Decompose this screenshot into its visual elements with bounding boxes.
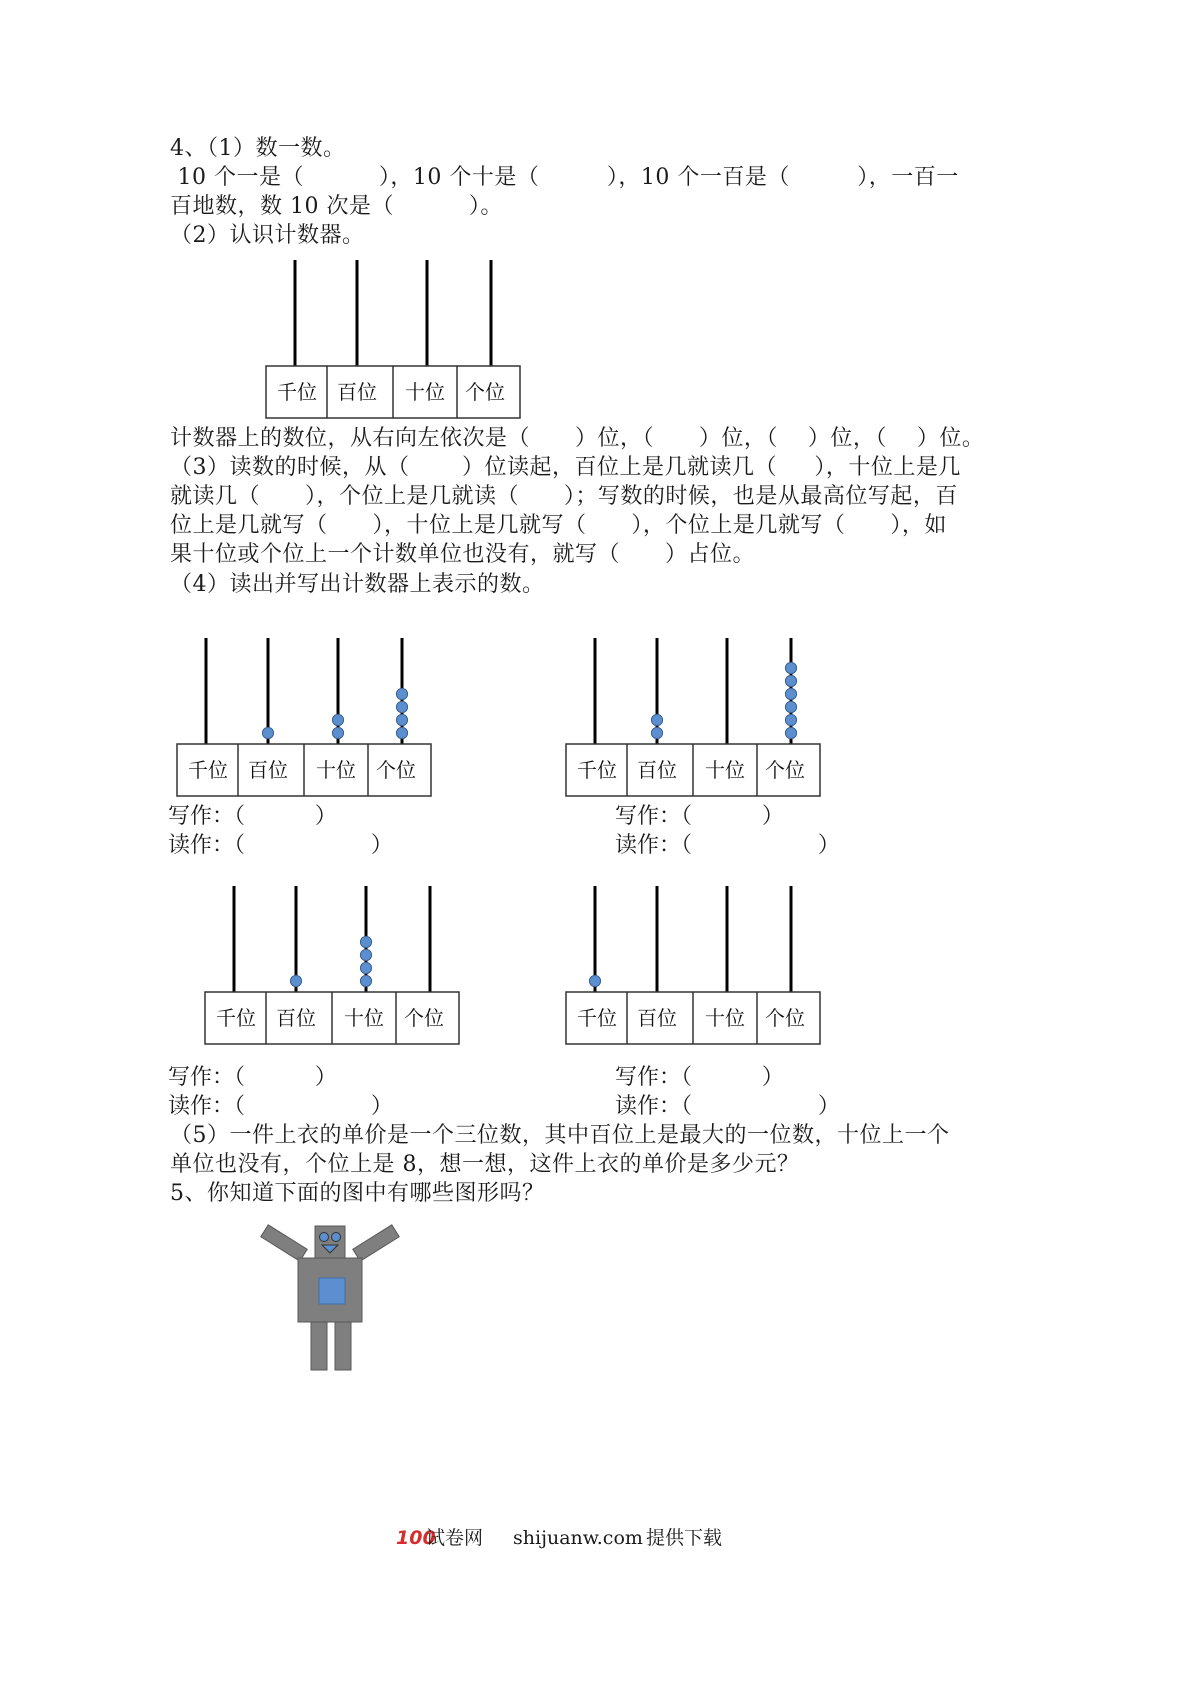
abacus-2-label-shi: 十位	[705, 758, 745, 782]
robot-right-eye	[332, 1233, 341, 1242]
abacus-3-write-label: 写作：（ ）	[168, 1065, 337, 1090]
q4-title: 4、（1）数一数。	[170, 136, 346, 161]
q4-part3-line2: 就读几（ ），个位上是几就读（ ）；写数的时候，也是从最高位写起，百	[170, 484, 958, 509]
abacus-4-bead-qian	[589, 975, 600, 986]
abacus-2-svg	[565, 636, 821, 798]
robot-left-leg	[311, 1322, 327, 1370]
abacus-4-svg	[565, 884, 821, 1046]
page-footer	[0, 1520, 1191, 1556]
site-logo-number: 100	[396, 1527, 436, 1549]
abacus-1-bead-ge	[396, 714, 407, 725]
abacus-4-label-shi: 十位	[705, 1006, 745, 1030]
abacus-1-bead-ge	[396, 701, 407, 712]
abacus-2-bead-ge	[785, 701, 796, 712]
abacus-2-label-qian: 千位	[577, 758, 617, 782]
abacus-2	[565, 636, 821, 798]
abacus-2-write-label: 写作：（ ）	[615, 804, 784, 829]
abacus-4-label-qian: 千位	[577, 1006, 617, 1030]
abacus-3	[204, 884, 460, 1046]
abacus-3-label-qian: 千位	[216, 1006, 256, 1030]
abacus-1-bead-ge	[396, 727, 407, 738]
q4-part1-line2: 百地数，数 10 次是（ ）。	[170, 194, 503, 219]
abacus-1-label-ge: 个位	[376, 758, 416, 782]
abacus-1-bead-ge	[396, 688, 407, 699]
abacus-3-label-ge: 个位	[404, 1006, 444, 1030]
abacus-2-bead-bai	[651, 714, 662, 725]
abacus-intro-svg	[265, 258, 521, 420]
q4-part3-line1: （3）读数的时候，从（ ）位读起，百位上是几就读几（ ），十位上是几	[170, 455, 961, 480]
abacus-3-bead-shi	[360, 975, 371, 986]
site-url: shijuanw.com	[513, 1527, 643, 1549]
abacus-3-svg	[204, 884, 460, 1046]
q4-part3-line4: 果十位或个位上一个计数单位也没有，就写（ ）占位。	[170, 542, 755, 567]
abacus-3-bead-shi	[360, 949, 371, 960]
abacus-intro-label-shi: 十位	[405, 380, 445, 404]
q4-part5-line1: （5）一件上衣的单价是一个三位数，其中百位上是最大的一位数，十位上一个	[170, 1123, 950, 1148]
abacus-2-label-ge: 个位	[765, 758, 805, 782]
abacus-4	[565, 884, 821, 1046]
robot-left-arm	[261, 1225, 307, 1261]
abacus-1	[176, 636, 432, 798]
abacus-2-bead-bai	[651, 727, 662, 738]
abacus-2-bead-ge	[785, 727, 796, 738]
q4-part3-line3: 位上是几就写（ ），十位上是几就写（ ），个位上是几就写（ ），如	[170, 513, 947, 538]
robot-right-arm	[353, 1225, 399, 1261]
abacus-intro-label-qian: 千位	[277, 380, 317, 404]
abacus-4-read-label: 读作：（ ）	[615, 1094, 840, 1119]
abacus-4-label-ge: 个位	[765, 1006, 805, 1030]
abacus-1-label-qian: 千位	[188, 758, 228, 782]
download-note: 提供下载	[646, 1527, 723, 1549]
abacus-intro-label-ge: 个位	[465, 380, 505, 404]
q4-part2-title: （2）认识计数器。	[170, 223, 365, 248]
robot-figure	[255, 1222, 405, 1382]
abacus-4-label-bai: 百位	[637, 1006, 677, 1030]
abacus-2-bead-ge	[785, 675, 796, 686]
abacus-2-bead-ge	[785, 688, 796, 699]
abacus-1-bead-shi	[332, 727, 343, 738]
abacus-4-write-label: 写作：（ ）	[615, 1065, 784, 1090]
abacus-1-bead-bai	[262, 727, 273, 738]
q4-part4-title: （4）读出并写出计数器上表示的数。	[170, 572, 545, 597]
abacus-3-bead-shi	[360, 936, 371, 947]
robot-left-eye	[320, 1233, 329, 1242]
q4-part1-line1: 10 个一是（ ），10 个十是（ ），10 个一百是（ ），一百一	[170, 165, 959, 190]
q5-title: 5、你知道下面的图中有哪些图形吗？	[170, 1181, 545, 1206]
abacus-1-label-bai: 百位	[248, 758, 288, 782]
abacus-3-label-bai: 百位	[276, 1006, 316, 1030]
abacus-3-bead-shi	[360, 962, 371, 973]
abacus-2-label-bai: 百位	[637, 758, 677, 782]
abacus-intro	[265, 258, 521, 420]
q4-part5-line2: 单位也没有，个位上是 8，想一想，这件上衣的单价是多少元？	[170, 1152, 800, 1177]
abacus-3-read-label: 读作：（ ）	[168, 1094, 393, 1119]
abacus-1-write-label: 写作：（ ）	[168, 804, 337, 829]
abacus-1-label-shi: 十位	[316, 758, 356, 782]
abacus-2-read-label: 读作：（ ）	[615, 833, 840, 858]
abacus-2-bead-ge	[785, 714, 796, 725]
abacus-1-read-label: 读作：（ ）	[168, 833, 393, 858]
robot-right-leg	[335, 1322, 351, 1370]
abacus-1-bead-shi	[332, 714, 343, 725]
abacus-2-bead-ge	[785, 662, 796, 673]
q4-part2-question: 计数器上的数位，从右向左依次是（ ）位，（ ）位，（ ）位，（ ）位。	[170, 426, 985, 451]
abacus-3-label-shi: 十位	[344, 1006, 384, 1030]
site-logo-text: 试卷网	[426, 1527, 484, 1549]
abacus-intro-label-bai: 百位	[337, 380, 377, 404]
abacus-3-bead-bai	[290, 975, 301, 986]
abacus-1-svg	[176, 636, 432, 798]
robot-chest-square	[319, 1278, 345, 1304]
